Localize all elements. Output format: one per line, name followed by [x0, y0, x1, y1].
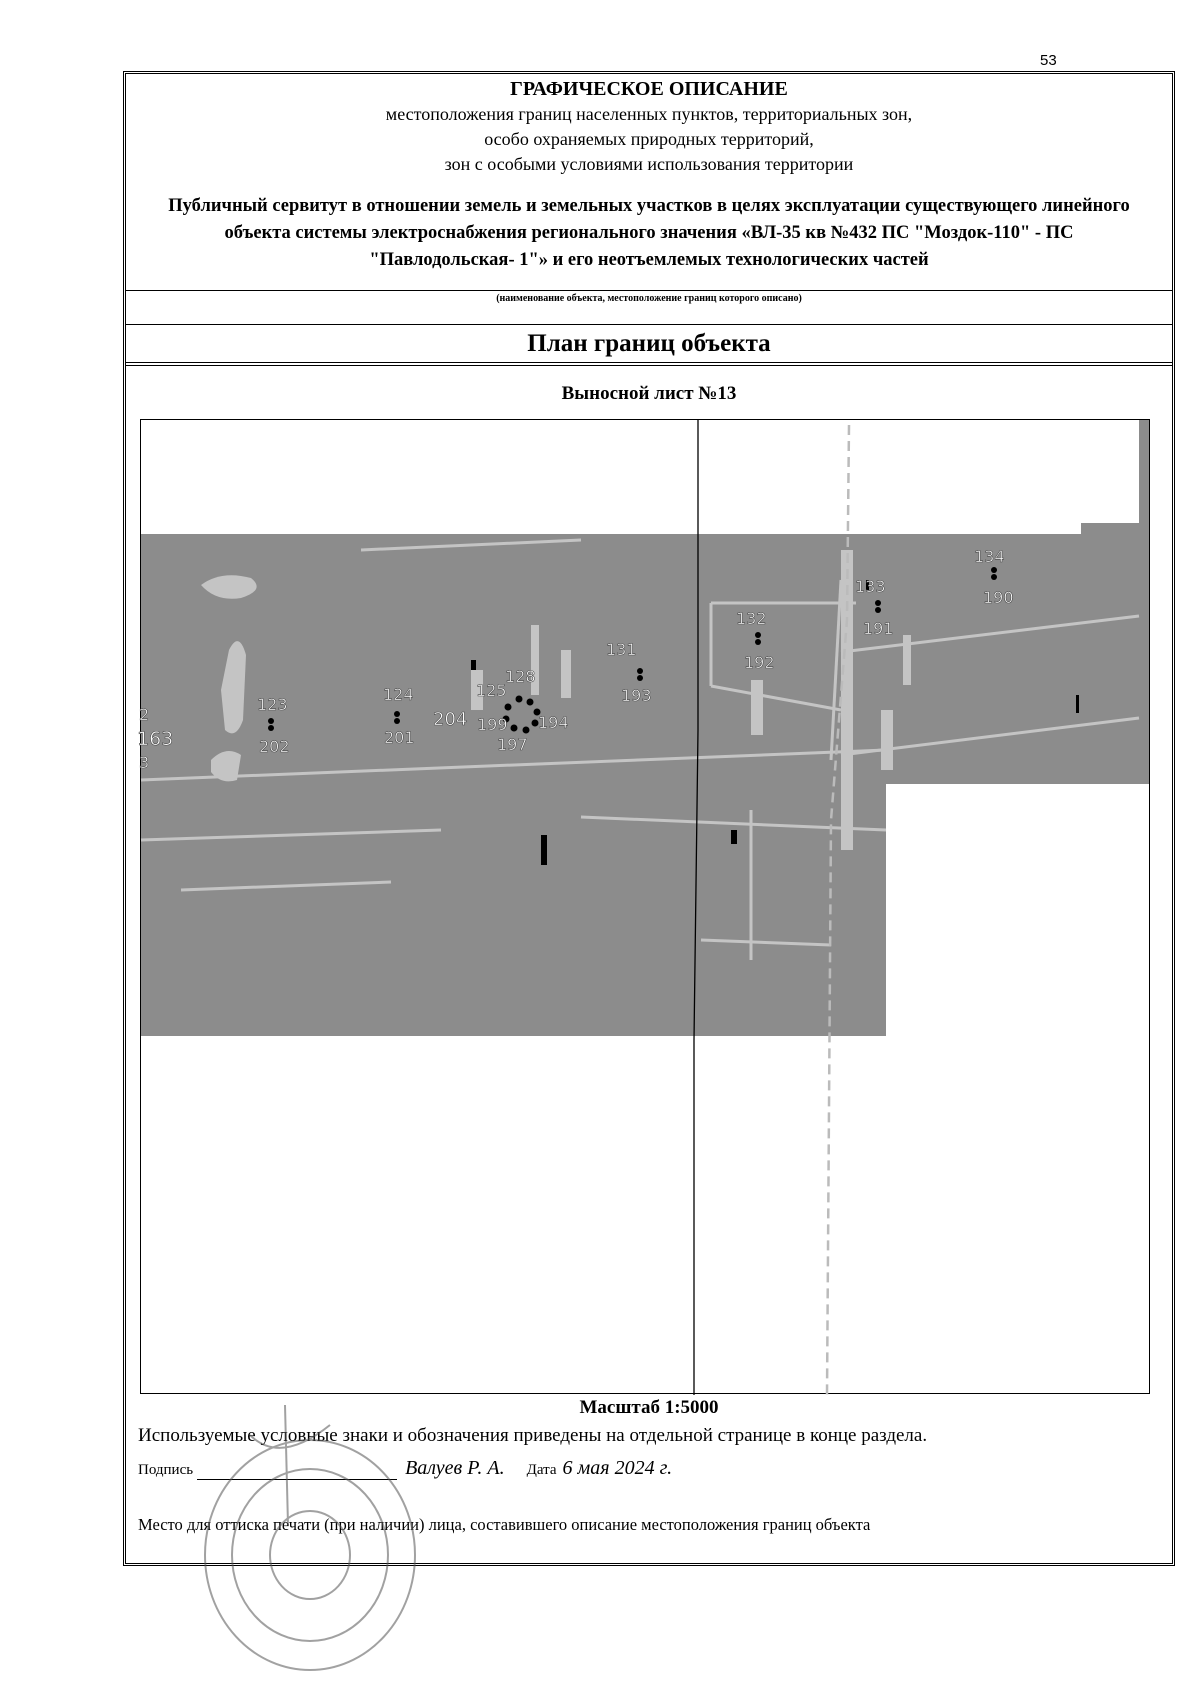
- document-subtitle-line-3: зон с особыми условиями использования территории: [444, 154, 854, 174]
- point-label-190: 190: [983, 588, 1014, 607]
- point-label-199: 199: [477, 715, 508, 734]
- map-scale: Масштаб 1:5000: [579, 1397, 719, 1418]
- edge-label-3: 3: [139, 753, 150, 772]
- stamp-place-note: Место для оттиска печати (при наличии) лица, составившего описание местоположения границ объекта: [138, 1515, 871, 1534]
- point-label-124: 124: [383, 685, 414, 704]
- date-value: 6 мая 2024 г.: [562, 1457, 673, 1479]
- point-marker: [394, 718, 400, 724]
- divider-double: [126, 362, 1172, 366]
- boundary-map: [137, 419, 1150, 1394]
- point-marker: [394, 711, 400, 717]
- point-marker: [755, 632, 761, 638]
- point-label-131: 131: [606, 640, 637, 659]
- point-marker: [637, 675, 643, 681]
- plan-title: План границ объекта: [527, 330, 771, 357]
- date-label: Дата: [526, 1462, 557, 1478]
- point-label-193: 193: [621, 686, 652, 705]
- point-label-191: 191: [863, 619, 894, 638]
- edge-label-2: 2: [139, 705, 150, 724]
- seal-stamp: [190, 1405, 430, 1680]
- point-marker: [268, 725, 274, 731]
- edge-label-163: 163: [137, 728, 174, 750]
- point-label-133: 133: [855, 577, 886, 596]
- point-marker: [268, 718, 274, 724]
- point-label-123: 123: [257, 695, 288, 714]
- legend-note: Используемые условные знаки и обозначения приведены на отдельной странице в конце раздела.: [138, 1425, 928, 1446]
- signature-label: Подпись: [138, 1462, 194, 1478]
- point-label-125: 125: [476, 681, 507, 700]
- point-label-128: 128: [505, 667, 536, 686]
- point-label-204: 204: [433, 709, 468, 730]
- divider: [126, 290, 1172, 291]
- sheet-title: Выносной лист №13: [561, 383, 737, 404]
- signer-name: Валуев Р. А.: [405, 1457, 505, 1479]
- point-label-194: 194: [538, 713, 569, 732]
- divider: [126, 324, 1172, 325]
- point-marker: [755, 639, 761, 645]
- point-marker: [991, 567, 997, 573]
- point-marker: [875, 600, 881, 606]
- point-marker: [637, 668, 643, 674]
- point-label-201: 201: [384, 728, 415, 747]
- point-label-197: 197: [497, 735, 528, 754]
- object-caption: (наименование объекта, местоположение границ которого описано): [496, 293, 802, 304]
- point-label-132: 132: [736, 609, 767, 628]
- document-subtitle-line-1: местоположения границ населенных пунктов, территориальных зон,: [385, 104, 913, 124]
- point-marker: [875, 607, 881, 613]
- point-marker: [991, 574, 997, 580]
- document-title: ГРАФИЧЕСКОЕ ОПИСАНИЕ: [510, 78, 788, 100]
- point-label-192: 192: [744, 653, 775, 672]
- page-number: 53: [1040, 52, 1057, 69]
- document-subtitle-line-2: особо охраняемых природных территорий,: [484, 129, 814, 149]
- object-name: Публичный сервитут в отношении земель и земельных участков в целях эксплуатации существующего линейного объекта системы электроснабжения регионального значения «ВЛ-35 кв №432 ПС "Моздок-110" - ПС "Павлодольская- 1"» и его неотъемлемых технологических частей: [168, 196, 1130, 270]
- point-label-134: 134: [974, 547, 1005, 566]
- point-label-202: 202: [259, 737, 290, 756]
- map-shaded-area: [141, 420, 1149, 1036]
